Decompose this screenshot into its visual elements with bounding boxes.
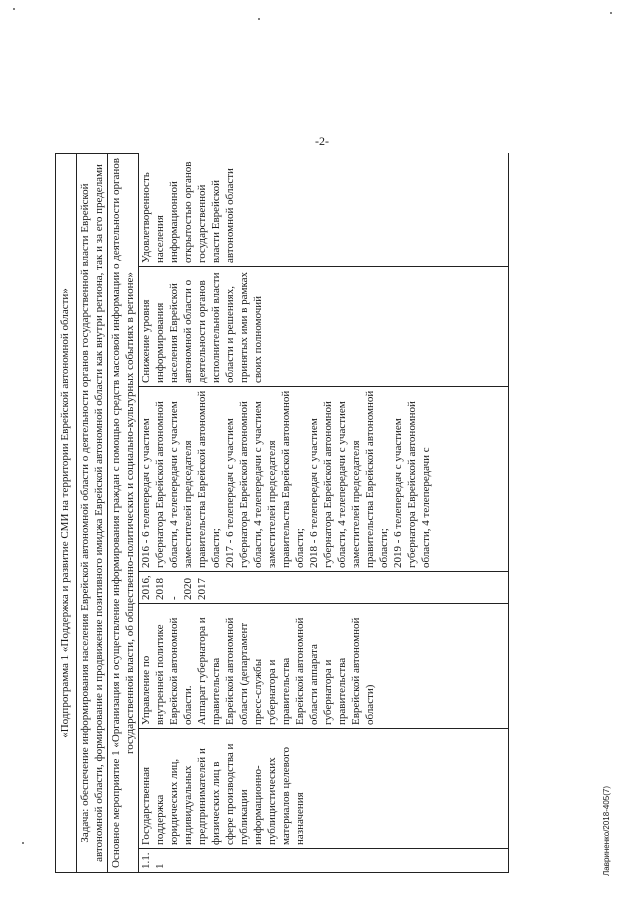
period-cell bbox=[139, 572, 509, 604]
rotated-table-area bbox=[55, 153, 555, 873]
event-name-cell: Государственная поддержка юридических лиц, индивидуальных предпринимателей и физических лиц в сфере производства и публикации информационно-публицистических материалов целевого назначения bbox=[139, 729, 509, 849]
period-item: 2016, 2018 - 2020 bbox=[140, 575, 194, 600]
main-event-text: Основное мероприятие 1 «Организация и осуществление информирования граждан с помощью средств массовой информации о деятельности органов государственной власти, об общественно-политических и социально-культурных событиях в регионе» bbox=[107, 153, 138, 873]
result-item: 2018 - 6 телепередач с участием губернатора Еврейской автономной области, 4 телепередачи с участием заместителей председателя правительства Еврейской автономной области; bbox=[308, 390, 390, 568]
scan-speck bbox=[258, 18, 260, 20]
page-number: -2- bbox=[315, 134, 329, 148]
measures-table bbox=[138, 153, 509, 873]
result-item: 2017 - 6 телепередач с участием губернатора Еврейской автономной области, 4 телепередачи с участием заместителей председателя правительства Еврейской автономной области; bbox=[224, 390, 306, 568]
footer-code: Лавриненко/2018-405(7) bbox=[602, 786, 611, 876]
row-number-cell: 1.1.1 bbox=[139, 849, 509, 873]
consequence-cell: Снижение уровня информирования населения Еврейской автономной области о деятельности органов исполнительной власти области и решениях, принятых ими в рамках своих полномочий bbox=[139, 267, 509, 387]
table-row bbox=[139, 153, 509, 873]
period-item: 2017 bbox=[196, 578, 208, 600]
scan-speck bbox=[13, 8, 15, 10]
executor-item: Аппарат губернатора и правительства Еврейской автономной области (департамент пресс-службы губернатора и правительства Еврейской автономной области аппарата губернатора и правительства Еврейской автономной области) bbox=[196, 617, 376, 725]
subprogram-title: «Подпрограмма 1 «Поддержка и развитие СМИ на территории Еврейской автономной области» bbox=[55, 153, 76, 873]
executor-cell bbox=[139, 604, 509, 729]
rotated-table bbox=[55, 153, 555, 873]
result-item: 2016 - 6 телепередач с участием губернатора Еврейской автономной области, 4 телепередачи с участием заместителей председателя правительства Еврейской автономной области; bbox=[140, 390, 222, 568]
scan-speck bbox=[22, 842, 24, 844]
executor-item: Управление по внутренней политике Еврейской автономной области. bbox=[140, 617, 194, 725]
result-item: 2019 - 6 телепередач с участием губернатора Еврейской автономной области, 4 телепередачи с bbox=[392, 401, 432, 568]
indicator-cell: Удовлетворенность населения информационной открытостью органов государственной власти Еврейской автономной области bbox=[139, 153, 509, 267]
task-text: Задача: обеспечение информирования населения Еврейской автономной области о деятельности органов государственной власти Еврейской автономной области, формирование и продвижение позитивного имиджа Еврейской автономной области как внутри региона, так и за его пределами bbox=[76, 153, 107, 873]
result-cell bbox=[139, 387, 509, 572]
scan-speck bbox=[610, 12, 612, 14]
